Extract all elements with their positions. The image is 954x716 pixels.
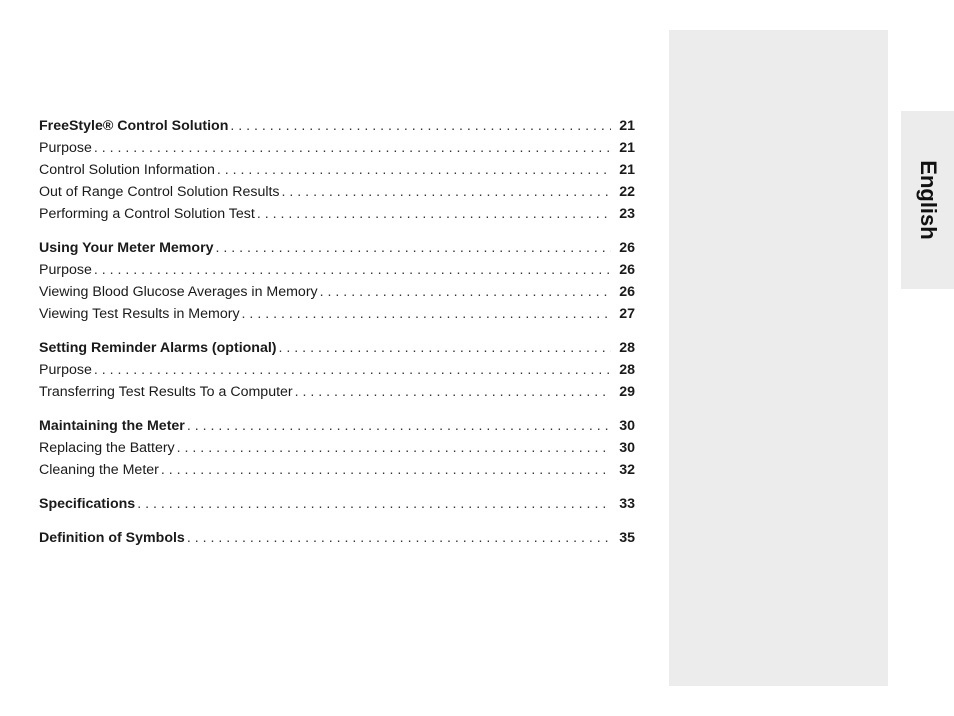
dot-leader [279, 337, 611, 359]
dot-leader [94, 259, 611, 281]
dot-leader [94, 137, 611, 159]
toc-entry-title: Maintaining the Meter [39, 418, 185, 434]
toc-entry-title: Using Your Meter Memory [39, 240, 214, 256]
toc-entry-page: 21 [619, 162, 635, 178]
toc-entry[interactable] [39, 281, 635, 303]
dot-leader [161, 459, 611, 481]
toc-section [39, 337, 635, 403]
toc-entry-title: Control Solution Information [39, 162, 215, 178]
toc-heading-entry[interactable] [39, 527, 635, 549]
toc-section [39, 115, 635, 225]
toc-entry-title: Definition of Symbols [39, 530, 185, 546]
toc-section [39, 237, 635, 325]
toc-entry[interactable] [39, 137, 635, 159]
toc-heading-entry[interactable] [39, 415, 635, 437]
dot-leader [137, 493, 611, 515]
toc-entry-title: Replacing the Battery [39, 440, 175, 456]
toc-entry-page: 30 [619, 440, 635, 456]
dot-leader [94, 359, 611, 381]
side-panel [669, 30, 888, 686]
toc-entry-page: 22 [619, 184, 635, 200]
language-tab [901, 111, 954, 289]
dot-leader [187, 415, 611, 437]
dot-leader [187, 527, 611, 549]
toc-entry-title: Performing a Control Solution Test [39, 206, 255, 222]
toc-heading-entry[interactable] [39, 237, 635, 259]
toc-entry[interactable] [39, 181, 635, 203]
toc-entry-title: Cleaning the Meter [39, 462, 159, 478]
toc-entry[interactable] [39, 381, 635, 403]
dot-leader [230, 115, 611, 137]
toc-entry-page: 28 [619, 362, 635, 378]
dot-leader [242, 303, 611, 325]
toc-heading-entry[interactable] [39, 115, 635, 137]
toc-entry[interactable] [39, 303, 635, 325]
toc-entry-page: 21 [619, 118, 635, 134]
toc-section [39, 415, 635, 481]
toc-entry-title: Purpose [39, 262, 92, 278]
toc-entry-page: 26 [619, 284, 635, 300]
toc-entry[interactable] [39, 203, 635, 225]
toc-entry[interactable] [39, 437, 635, 459]
table-of-contents [39, 115, 635, 561]
toc-entry-page: 30 [619, 418, 635, 434]
toc-entry-page: 32 [619, 462, 635, 478]
dot-leader [216, 237, 612, 259]
toc-heading-entry[interactable] [39, 337, 635, 359]
toc-entry-page: 35 [619, 530, 635, 546]
toc-section [39, 527, 635, 549]
toc-heading-entry[interactable] [39, 493, 635, 515]
toc-entry-page: 26 [619, 262, 635, 278]
dot-leader [295, 381, 611, 403]
toc-entry-title: Purpose [39, 362, 92, 378]
toc-entry-title: Out of Range Control Solution Results [39, 184, 280, 200]
toc-entry-title: FreeStyle® Control Solution [39, 118, 229, 134]
toc-entry-title: Setting Reminder Alarms (optional) [39, 340, 277, 356]
toc-entry-title: Transferring Test Results To a Computer [39, 384, 293, 400]
toc-entry-page: 33 [619, 496, 635, 512]
toc-section [39, 493, 635, 515]
language-tab-label: English [915, 160, 941, 240]
toc-entry-page: 29 [619, 384, 635, 400]
toc-entry-page: 28 [619, 340, 635, 356]
toc-entry-title: Viewing Blood Glucose Averages in Memory [39, 284, 318, 300]
dot-leader [320, 281, 611, 303]
toc-entry-title: Purpose [39, 140, 92, 156]
toc-entry[interactable] [39, 259, 635, 281]
dot-leader [217, 159, 611, 181]
toc-entry-title: Viewing Test Results in Memory [39, 306, 240, 322]
toc-entry[interactable] [39, 459, 635, 481]
toc-entry[interactable] [39, 359, 635, 381]
toc-entry-title: Specifications [39, 496, 136, 512]
toc-entry-page: 27 [619, 306, 635, 322]
dot-leader [282, 181, 611, 203]
toc-entry[interactable] [39, 159, 635, 181]
toc-entry-page: 21 [619, 140, 635, 156]
dot-leader [257, 203, 611, 225]
dot-leader [177, 437, 611, 459]
toc-entry-page: 23 [619, 206, 635, 222]
toc-entry-page: 26 [619, 240, 635, 256]
